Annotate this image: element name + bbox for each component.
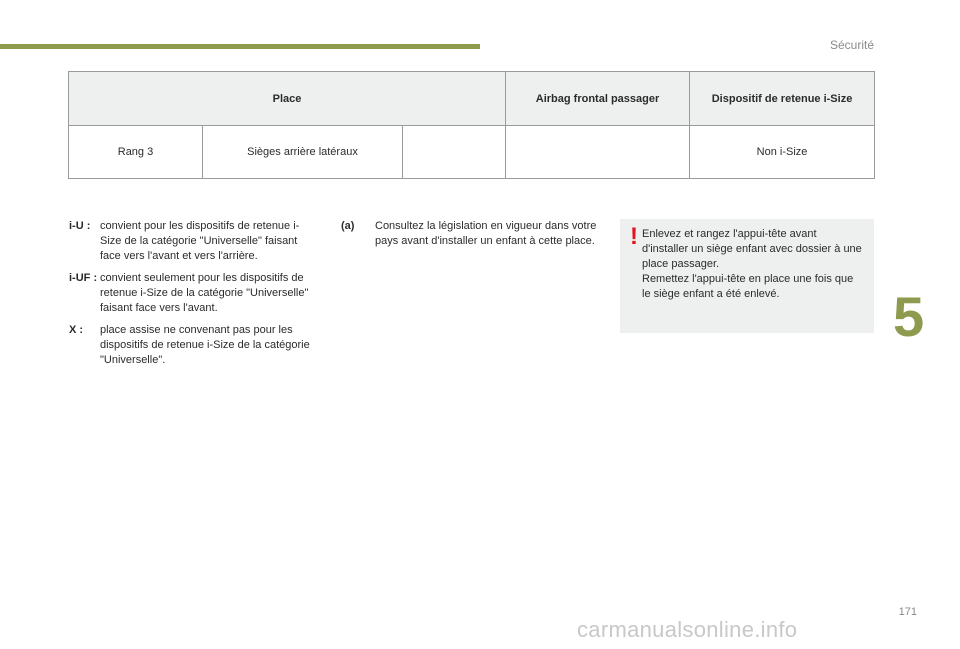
cell-airbag [506,126,690,179]
legend-text: place assise ne convenant pas pour les dispositifs de retenue i-Size de la catégorie "Universelle". [100,324,310,366]
seat-compatibility-table [68,71,875,179]
page-number: 171 [898,606,917,618]
header-accent-bar [0,44,480,49]
footnote [341,219,603,249]
legend-list [69,219,319,375]
header-airbag: Airbag frontal passager [506,72,690,126]
legend-key: i-UF : [69,272,98,284]
legend-text: convient seulement pour les dispositifs de retenue i-Size de la catégorie "Universelle" faisant face vers l'avant. [100,272,309,314]
header-isize: Dispositif de retenue i-Size [690,72,875,126]
cell-seat: Sièges arrière latéraux [203,126,403,179]
legend-key: X : [69,324,84,336]
warning-line-2: Remettez l'appui-tête en place une fois que le siège enfant a été enlevé. [642,273,854,300]
table-header-row [69,72,875,126]
header-place: Place [69,72,506,126]
watermark: carmanualsonline.info [577,617,798,642]
warning-box [620,219,874,333]
legend-key: i-U : [69,220,91,232]
cell-rang: Rang 3 [69,126,203,179]
footnote-key: (a) [341,220,355,232]
table-row [69,126,875,179]
legend-item [69,271,319,316]
exclamation-icon: ! [630,223,638,250]
cell-empty [403,126,506,179]
legend-item [69,323,319,368]
legend-text: convient pour les dispositifs de retenue i-Size de la catégorie "Universelle" faisant face vers l'avant et vers l'arrière. [100,220,300,262]
chapter-number: 5 [893,285,925,348]
cell-isize: Non i-Size [690,126,875,179]
section-title: Sécurité [829,38,874,52]
footnote-text: Consultez la législation en vigueur dans votre pays avant d'installer un enfant à cette place. [375,220,597,247]
warning-line-1: Enlevez et rangez l'appui-tête avant d'installer un siège enfant avec dossier à une place passager. [642,228,862,270]
legend-item [69,219,319,264]
warning-text [642,227,864,302]
